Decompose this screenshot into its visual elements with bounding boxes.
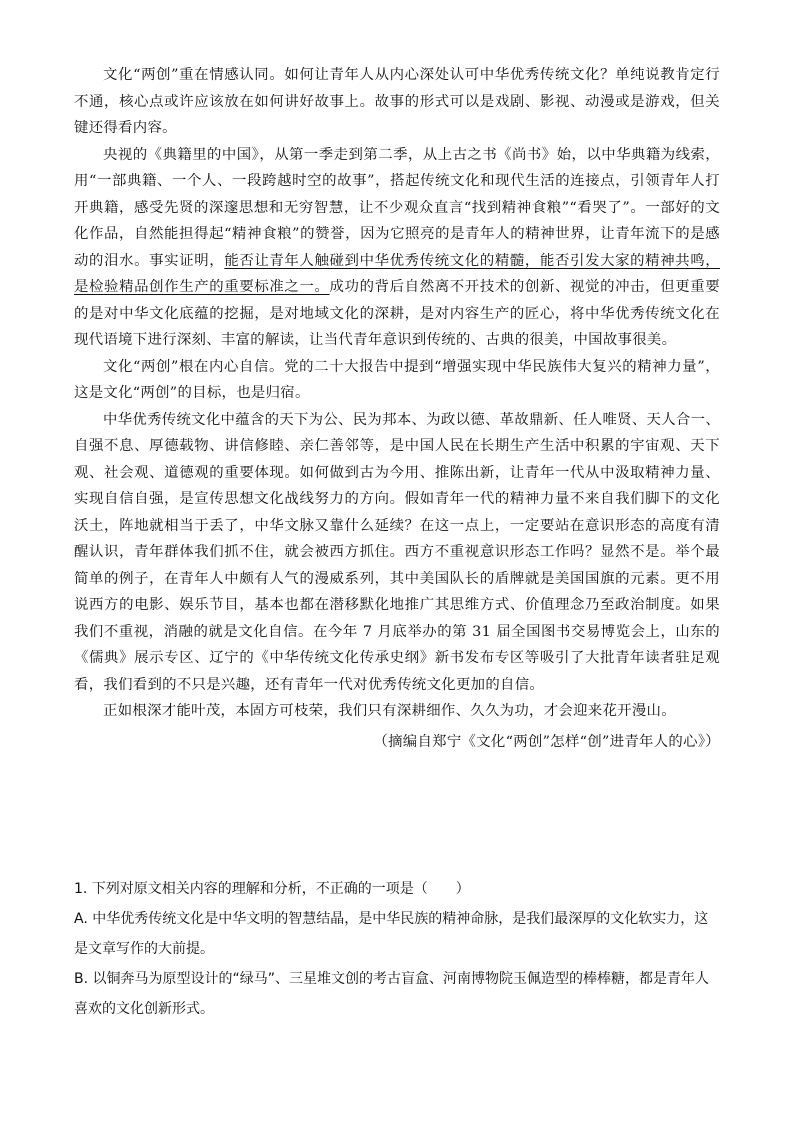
paragraph-1: 文化“两创”重在情感认同。如何让青年人从内心深处认可中华优秀传统文化？单纯说教肯定行不通，核心点或许应该放在如何讲好故事上。故事的形式可以是戏剧、影视、动漫或是游戏，但关键还得看内容。 [74, 67, 720, 136]
underlined-sentence: 能否让青年人触碰到中华优秀传统文化的精髓，能否引发大家的精神共鸣，是检验精品创作生产的重要标准之一。 [74, 252, 720, 295]
paragraph-3: 文化“两创”根在内心自信。党的二十大报告中提到“增强实现中华民族伟大复兴的精神力量”，这是文化“两创”的目标，也是归宿。 [74, 358, 720, 401]
paragraph-4: 中华优秀传统文化中蕴含的天下为公、民为邦本、为政以德、革故鼎新、任人唯贤、天人合一、自强不息、厚德载物、讲信修睦、亲仁善邻等，是中国人民在长期生产生活中积累的宇宙观、天下观、社会观、道德观的重要体现。如何做到古为今用、推陈出新，让青年一代从中汲取精神力量、实现自信自强，是宣传思想文化战线努力的方向。假如青年一代的精神力量不来自我们脚下的文化沃土，阵地就相当于丢了，中华文脉又靠什么延续？在这一点上，一定要站在意识形态的高度有清醒认识，青年群体我们抓不住，就会被西方抓住。西方不重视意识形态工作吗？显然不是。举个最简单的例子，在青年人中颇有人气的漫威系列，其中美国队长的盾牌就是美国国旗的元素。更不用说西方的电影、娱乐节目，基本也都在潜移默化地推广其思维方式、价值理念乃至政治制度。如果我们不重视，消融的就是文化自信。在今年 7 月底举办的第 31 届全国图书交易博览会上，山东的《儒典》展示专区、辽宁的《中华传统文化传承史纲》新书发布专区等吸引了大批青年读者驻足观看，我们看到的不只是兴趣，还有青年一代对优秀传统文化更加的自信。 [74, 411, 721, 693]
question-1-option-b: B. 以铜奔马为原型设计的“绿马”、三星堆文创的考古盲盒、河南博物院玉佩造型的棒棒糖，都是青年人喜欢的文化创新形式。 [74, 971, 710, 1017]
paragraph-2-text-a: 央视的《典籍里的中国》，从第一季走到第二季，从上古之书《尚书》始，以中华典籍为线索，用“一部典籍、一个人、一段跨越时空的故事”，搭起传统文化和现代生活的连接点，引领青年人打开典籍，感受先贤的深邃思想和无穷智慧，让不少观众直言“找到精神食粮”“看哭了”。一部好的文化作品，自然能担得起“精神食粮”的赞誉，因为它照亮的是青年人的精神世界，让青年流下的是感动的泪水。事实证明， [74, 146, 720, 269]
article-body [74, 62, 720, 755]
question-section [74, 874, 720, 1024]
paragraph-5: 正如根深才能叶茂，本固方可枝荣，我们只有深耕细作、久久为功，才会迎来花开漫山。 [103, 703, 676, 719]
paragraph-2 [74, 142, 720, 354]
question-1-stem: 1. 下列对原文相关内容的理解和分析，不正确的一项是（ ） [74, 881, 470, 897]
article-source: （摘编自郑宁《文化“两创”怎样“创”进青年人的心》） [373, 733, 720, 750]
question-1-option-a: A. 中华优秀传统文化是中华文明的智慧结晶，是中华民族的精神命脉，是我们最深厚的文化软实力，这是文章写作的大前提。 [74, 911, 709, 957]
paragraph-2-text-b: 成功的背后自然离不开技术的创新、视觉的冲击，但更重要的是对中华文化底蕴的挖掘，是对地域文化的深耕，是对内容生产的匠心，将中华优秀传统文化在现代语境下进行深刻、丰富的解读，让当代青年意识到传统的、古典的很美，中国故事很美。 [74, 279, 720, 348]
